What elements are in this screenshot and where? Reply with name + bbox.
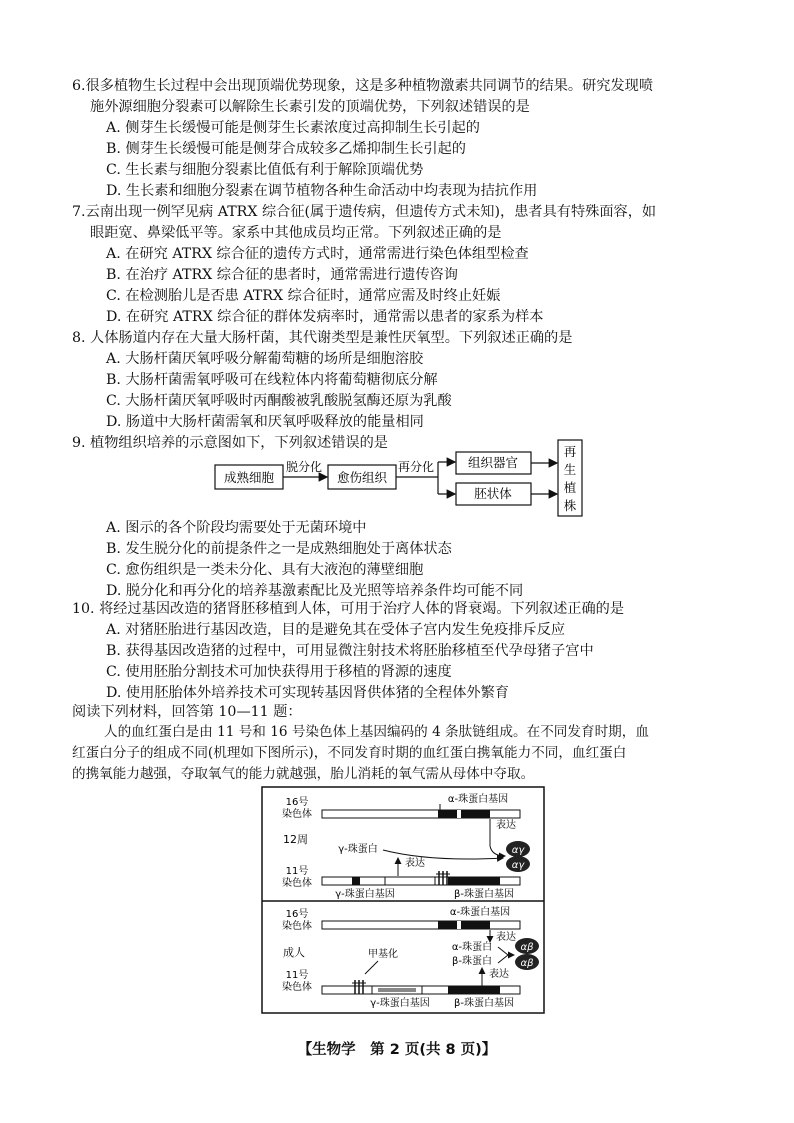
q6-option-a: A. 侧芽生长缓慢可能是侧芽生长素浓度过高抑制生长引起的 bbox=[106, 120, 480, 136]
bottom-gamma-gene-label: γ-珠蛋白基因 bbox=[370, 998, 430, 1009]
q9-option-c: C. 愈伤组织是一类未分化、具有大液泡的薄壁细胞 bbox=[106, 562, 424, 578]
bottom-combine-bracket bbox=[498, 947, 508, 963]
bottom-beta-gene-block bbox=[448, 986, 500, 994]
q7-option-a: A. 在研究 ATRX 综合征的遗传方式时，通常需进行染色体组型检查 bbox=[106, 246, 529, 262]
q7-stem-line2: 眼距宽、鼻梁低平等。家系中其他成员均正常。下列叙述正确的是 bbox=[90, 225, 502, 241]
q9-stem-line1: 9. 植物组织培养的示意图如下，下列叙述错误的是 bbox=[72, 435, 388, 451]
bottom-hb-label-2: αβ bbox=[520, 958, 534, 969]
q10-option-a: A. 对猪胚胎进行基因改造，目的是避免其在受体子宫内发生免疫排斥反应 bbox=[106, 622, 566, 638]
reading-para-line1: 人的血红蛋白是由 11 号和 16 号染色体上基因编码的 4 条肽链组成。在不同发育时期，血 bbox=[104, 724, 649, 740]
q8-stem-line1: 8. 人体肠道内存在大量大肠杆菌，其代谢类型是兼性厌氧型。下列叙述正确的是 bbox=[72, 330, 573, 346]
top-beta-gene-label: β-珠蛋白基因 bbox=[454, 889, 514, 900]
q10-stem-line1: 10. 将经过基因改造的猪肾胚移植到人体，可用于治疗人体的肾衰竭。下列叙述正确的是 bbox=[72, 601, 625, 617]
q10-option-b: B. 获得基因改造猪的过程中，可用显微注射技术将胚胎移植至代孕母猪子宫中 bbox=[106, 643, 594, 659]
top-gamma-gene-label: γ-珠蛋白基因 bbox=[335, 889, 395, 900]
bottom-gamma-gene-shade bbox=[378, 988, 416, 992]
top-chromosome-16 bbox=[322, 810, 520, 818]
q9-option-b: B. 发生脱分化的前提条件之一是成熟细胞处于离体状态 bbox=[106, 541, 452, 557]
callus-label: 愈伤组织 bbox=[336, 470, 388, 485]
q6-stem-line2: 施外源细胞分裂素可以解除生长素引发的顶端优势，下列叙述错误的是 bbox=[90, 99, 530, 115]
top-alpha-gene-gap bbox=[457, 810, 461, 818]
bottom-chromosome-16 bbox=[322, 921, 520, 929]
bottom-express1-label: 表达 bbox=[496, 932, 516, 943]
bottom-express2-label: 表达 bbox=[489, 969, 509, 980]
top-chr16-label-1: 16号 bbox=[285, 797, 309, 808]
dediff-label: 脱分化 bbox=[285, 460, 323, 474]
top-gamma-gene-block bbox=[385, 877, 435, 885]
page-footer: 【生物学 第 2 页(共 8 页)】 bbox=[297, 1042, 497, 1058]
top-alpha-gene-label: α-珠蛋白基因 bbox=[447, 794, 509, 805]
bottom-alpha-gene-label: α-珠蛋白基因 bbox=[449, 907, 511, 918]
q10-option-d: D. 使用胚胎体外培养技术可实现转基因肾供体猪的全程体外繁育 bbox=[106, 685, 509, 701]
q8-option-d: D. 肠道中大肠杆菌需氧和厌氧呼吸释放的能量相同 bbox=[106, 414, 424, 430]
top-chr11-band bbox=[352, 877, 360, 885]
top-chr11-label-1: 11号 bbox=[285, 866, 309, 877]
bottom-methyl-pointer bbox=[365, 961, 378, 974]
q10-option-c: C. 使用胚胎分割技术可加快获得用于移植的肾源的速度 bbox=[106, 664, 452, 680]
q7-option-b: B. 在治疗 ATRX 综合征的患者时，通常需进行遗传咨询 bbox=[106, 267, 458, 283]
bottom-alpha-protein-label: α-珠蛋白 bbox=[451, 942, 493, 953]
top-chr11-label-2: 染色体 bbox=[282, 878, 312, 889]
bottom-chr11-label-2: 染色体 bbox=[282, 982, 312, 993]
top-gamma-protein-label: γ-珠蛋白 bbox=[338, 844, 378, 855]
bottom-chr16-label-1: 16号 bbox=[285, 909, 309, 920]
plant-char-4: 株 bbox=[563, 498, 577, 513]
top-express2-label: 表达 bbox=[405, 858, 425, 869]
q7-stem-line1: 7.云南出现一例罕见病 ATRX 综合征(属于遗传病，但遗传方式未知)，患者具有特殊面容，如 bbox=[72, 204, 657, 220]
bottom-alpha-gene-block bbox=[438, 921, 490, 929]
q8-option-a: A. 大肠杆菌厌氧呼吸分解葡萄糖的场所是细胞溶胶 bbox=[106, 351, 424, 367]
bottom-hb-label-1: αβ bbox=[520, 942, 534, 953]
embryoid-label: 胚状体 bbox=[474, 486, 512, 501]
reading-para-line2: 红蛋白分子的组成不同(机理如下图所示)，不同发育时期的血红蛋白携氧能力不同，血红蛋白 bbox=[72, 745, 627, 761]
plant-char-1: 再 bbox=[563, 444, 577, 459]
q6-option-b: B. 侧芽生长缓慢可能是侧芽合成较多乙烯抑制生长引起的 bbox=[106, 141, 466, 157]
bottom-stage-label: 成人 bbox=[283, 946, 305, 959]
q8-option-c: C. 大肠杆菌厌氧呼吸时丙酮酸被乳酸脱氢酶还原为乳酸 bbox=[106, 393, 452, 409]
bottom-beta-protein-label: β-珠蛋白 bbox=[452, 956, 492, 967]
top-express1-label: 表达 bbox=[496, 820, 516, 831]
q6-stem-line1: 6.很多植物生长过程中会出现顶端优势现象，这是多种植物激素共同调节的结果。研究发现喷 bbox=[72, 78, 654, 94]
reading-para-line3: 的携氧能力越强，夺取氧气的能力就越强，胎儿消耗的氧气需从母体中夺取。 bbox=[72, 766, 535, 782]
top-hb-label-1: αγ bbox=[511, 845, 525, 856]
q7-option-c: C. 在检测胎儿是否患 ATRX 综合征时，通常应需及时终止妊娠 bbox=[106, 288, 501, 304]
top-stage-label: 12周 bbox=[283, 833, 308, 846]
bottom-methyl-label: 甲基化 bbox=[368, 949, 398, 960]
plant-char-2: 生 bbox=[563, 462, 577, 477]
top-alpha-gene-block bbox=[438, 810, 490, 818]
q9-option-d: D. 脱分化和再分化的培养基激素配比及光照等培养条件均可能不同 bbox=[106, 583, 524, 599]
bottom-chr11-label-1: 11号 bbox=[285, 970, 309, 981]
q9-option-a: A. 图示的各个阶段均需要处于无菌环境中 bbox=[106, 520, 367, 536]
top-gamma-to-hb-arrow bbox=[383, 850, 503, 859]
top-express1-arrow bbox=[490, 846, 505, 856]
top-beta-gene-block bbox=[448, 877, 500, 885]
mature-cell-label: 成熟细胞 bbox=[223, 470, 275, 485]
organ-label: 组织器官 bbox=[467, 455, 519, 470]
rediff-label: 再分化 bbox=[397, 460, 435, 474]
bottom-chr16-label-2: 染色体 bbox=[282, 921, 312, 932]
bottom-beta-gene-label: β-珠蛋白基因 bbox=[454, 998, 514, 1009]
q6-option-c: C. 生长素与细胞分裂素比值低有利于解除顶端优势 bbox=[106, 162, 424, 178]
q8-option-b: B. 大肠杆菌需氧呼吸可在线粒体内将葡萄糖彻底分解 bbox=[106, 372, 438, 388]
q7-option-d: D. 在研究 ATRX 综合征的群体发病率时，通常需以患者的家系为样本 bbox=[106, 309, 544, 325]
plant-char-3: 植 bbox=[563, 480, 577, 495]
bottom-alpha-gene-gap bbox=[457, 921, 461, 929]
reading-intro: 阅读下列材料，回答第 10—11 题： bbox=[72, 704, 302, 720]
top-hb-label-2: αγ bbox=[511, 860, 525, 871]
top-chr16-label-2: 染色体 bbox=[282, 809, 312, 820]
q6-option-d: D. 生长素和细胞分裂素在调节植物各种生命活动中均表现为拮抗作用 bbox=[106, 183, 538, 199]
